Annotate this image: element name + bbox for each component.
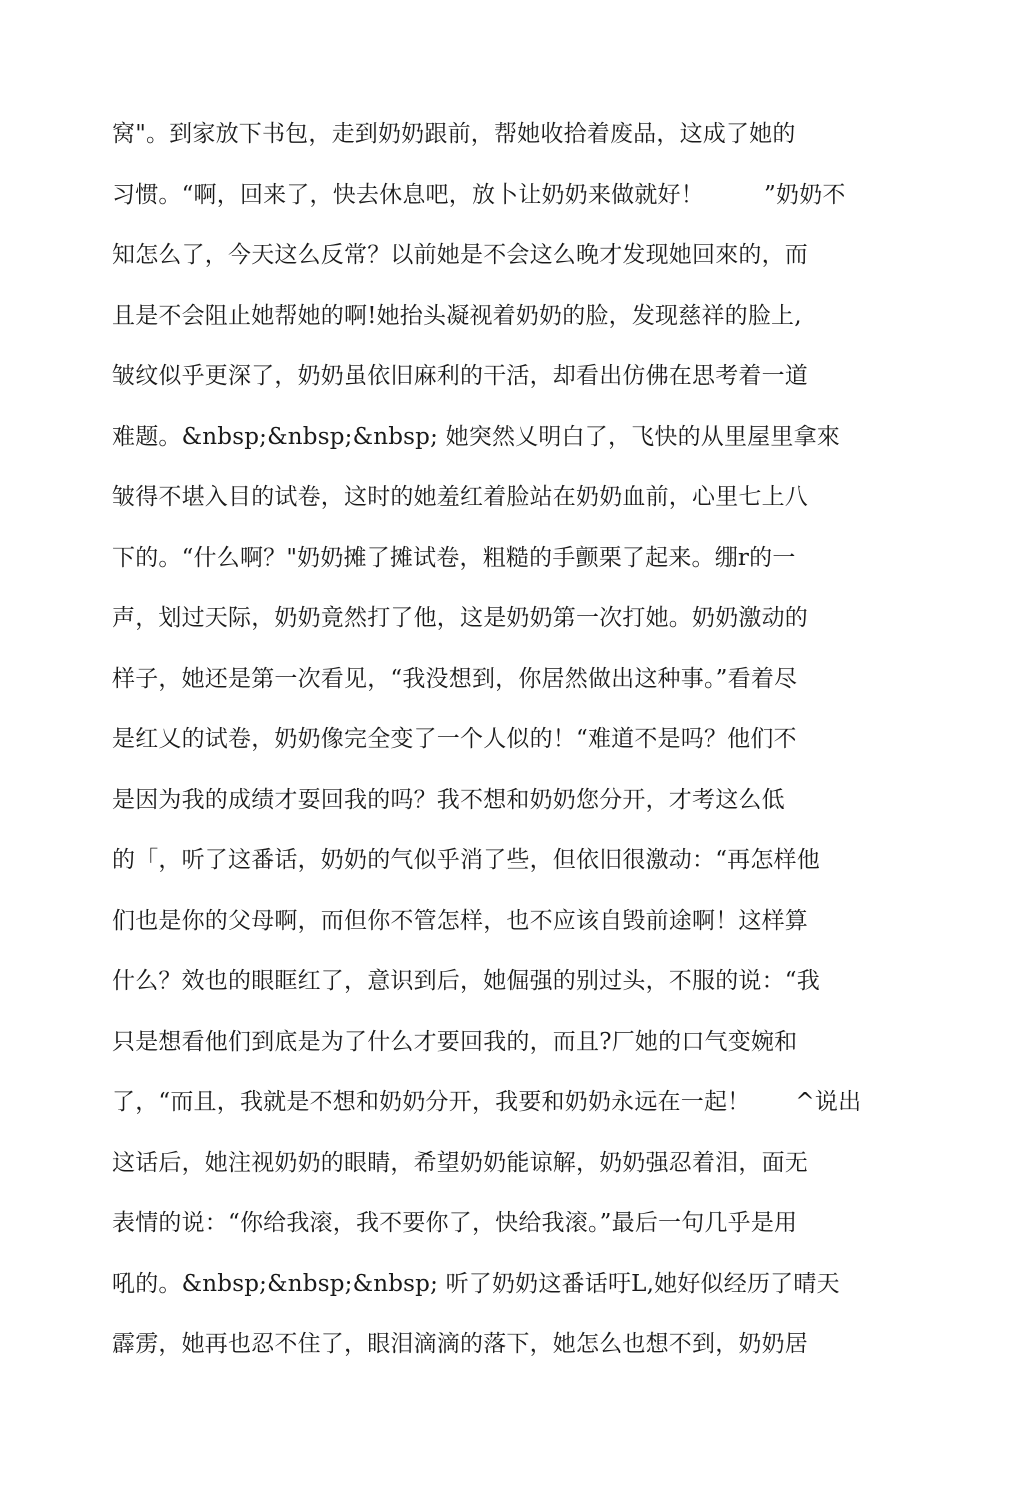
text-line: 们也是你的父母啊，而但你不管怎样，也不应该自毁前途啊！这样算 [112,907,808,934]
text-line: 是红乂的试卷，奶奶像完全变了一个人似的！“难道不是吗？他们不 [112,726,797,752]
text-line: 是因为我的成绩才耍回我的吗？我不想和奶奶您分开，才考这么低 [112,786,785,813]
text-line: 皱得不堪入目的试卷，这时的她羞红着脸站在奶奶血前，心里七上八 [112,484,808,510]
text-line: 样子，她还是第一次看见，“我没想到，你居然做出这种事。”看着尽 [112,665,798,692]
text-line: 难题。&nbsp;&nbsp;&nbsp; 她突然乂明白了，飞快的从里屋里拿來 [112,423,840,450]
text-line: 只是想看他们到底是为了什么才要回我的，而且?厂她的口气变婉和 [112,1028,798,1055]
text-line: 表情的说：“你给我滚，我不要你了，快给我滚。”最后一句几乎是用 [112,1210,798,1236]
text-body [112,108,922,1379]
text-line: 知怎么了，今天这么反常？以前她是不会这么晚才发现她回來的，而 [112,242,808,268]
text-line: 了，“而且，我就是不想和奶奶分开，我要和奶奶永远在一起！ ^说出 [112,1089,862,1115]
text-line: 这话后，她注视奶奶的眼睛，希望奶奶能谅解，奶奶强忍着泪，面无 [112,1149,808,1176]
text-line: 吼的。&nbsp;&nbsp;&nbsp; 听了奶奶这番话吁L,她好似经历了晴天 [112,1270,840,1297]
text-line: 下的。“什么啊？"奶奶摊了摊试卷，粗糙的手颤栗了起来。绷r的一 [112,544,796,571]
text-line: 的「，听了这番话，奶奶的气似乎消了些，但依旧很激动：“再怎样他 [112,847,820,873]
text-line: 声，划过天际，奶奶竟然打了他，这是奶奶第一次打她。奶奶激动的 [112,605,808,631]
text-line: 什么？效也的眼眶红了，意识到后，她倔强的别过头，不服的说：“我 [112,968,820,994]
text-line: 皱纹似乎更深了，奶奶虽依旧麻利的干活，却看出仿佛在思考着一道 [112,363,808,389]
text-line: 习惯。“啊，回来了，快去休息吧，放卜让奶奶来做就好！ ”奶奶不 [112,181,846,208]
text-line: 窝"。到家放下书包，走到奶奶跟前，帮她收拾着废品，这成了她的 [112,121,796,147]
text-line: 霹雳，她再也忍不住了，眼泪滴滴的落下，她怎么也想不到，奶奶居 [112,1331,808,1357]
text-line: 且是不会阻止她帮她的啊!她抬头凝视着奶奶的脸，发现慈祥的脸上, [112,302,802,329]
